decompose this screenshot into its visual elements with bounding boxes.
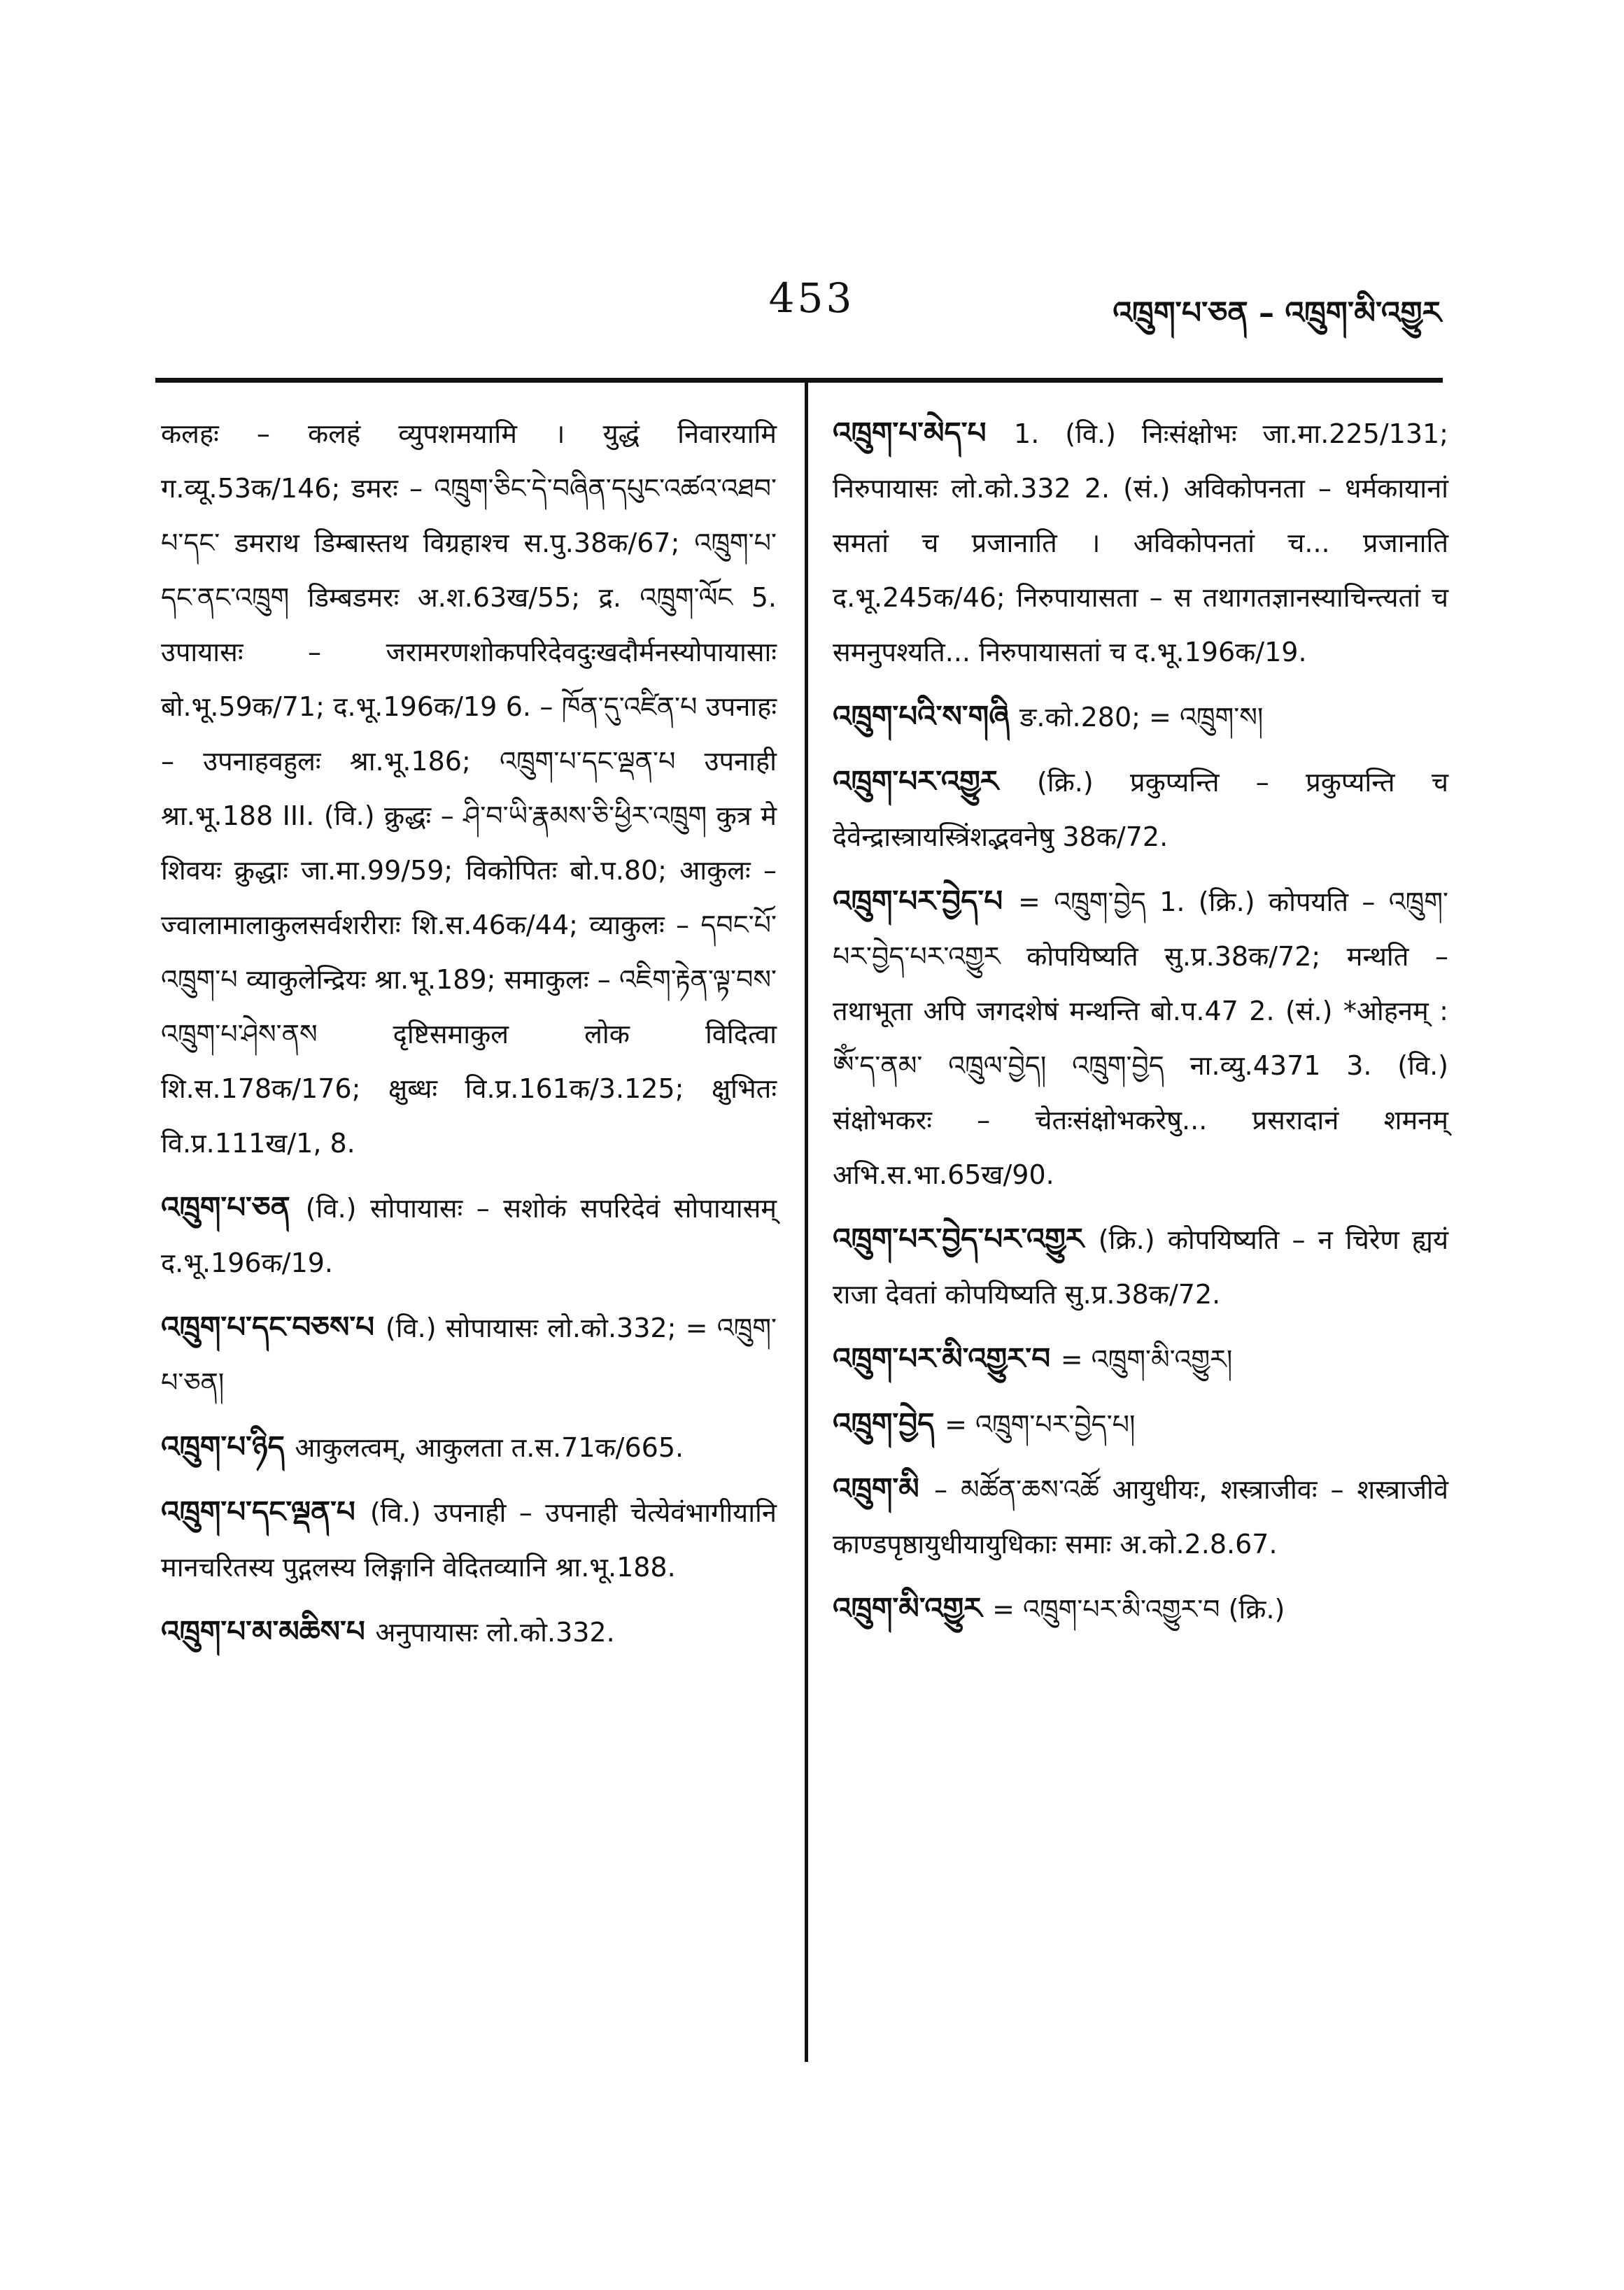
column-divider [805,383,808,2062]
entry-definition: = འཁྲུག་མི་འགྱུར། [1060,1344,1233,1375]
dictionary-entry [833,689,1448,744]
dictionary-entry [833,1212,1448,1322]
entry-definition: = འཁྲུག་པར་བྱེད་པ། [945,1409,1136,1440]
running-head: འཁྲུག་པ་ཅན – འཁྲུག་མི་འགྱུར [1113,295,1441,331]
entry-definition: आकुलत्वम्, आकुलता त.स.71क/665. [295,1432,684,1463]
entry-headword: འཁྲུག་པ་ཉིད [161,1429,295,1464]
dictionary-entry [833,1331,1448,1387]
entry-headword: འཁྲུག་པ་ཅན [161,1190,306,1224]
entry-headword: འཁྲུག་བྱེད [833,1406,945,1441]
entry-headword: འཁྲུག་པ་མ་མཆིས་པ [161,1614,376,1648]
dictionary-entry [161,1420,777,1475]
left-column [161,406,777,1669]
entry-definition: = འཁྲུག་པར་མི་འགྱུར་བ (क्रि.) [992,1594,1285,1625]
page-number: 453 [768,274,855,322]
dictionary-entry [161,1604,777,1660]
entry-definition: ङ.को.280; = འཁྲུག་ས། [1019,702,1264,733]
dictionary-entry [833,754,1448,864]
entry-definition: = འཁྲུག་བྱེད 1. (क्रि.) कोपयति – འཁྲུག་པར་བྱེད་པར་འགྱུར कोपयिष्यति सु.प्र.38क/72; मन्थति – तथाभूता अपि जगदशेषं मन्थन्ति बो.प.47 2. (सं.) *ओहनम् : ཨོཾ་ད་ནམ་ འཁྲུལ་བྱེད། འཁྲུག་བྱེད ना.व्यु.4371 3. (वि.) संक्षोभकरः – चेतःसंक्षोभकरेषु... प्रसरादानं शमनम् अभि.स.भा.65ख/90. [833,886,1448,1190]
entry-definition: (वि.) उपनाही – उपनाही चेत्येवंभागीयानि मानचरितस्य पुद्गलस्य लिङ्गानि वेदितव्यानि श्रा.भू.188. [161,1497,777,1583]
entry-headword: འཁྲུག་པ་མེད་པ [833,416,1015,450]
entry-headword: འཁྲུག་པ་དང་བཅས་པ [161,1310,386,1344]
entry-definition: (वि.) सोपायासः लो.को.332; = འཁྲུག་པ་ཅན། [161,1313,777,1398]
entry-headword: འཁྲུག་པ་དང་ལྡན་པ [161,1494,370,1529]
dictionary-entry [833,1581,1448,1637]
dictionary-entry [833,874,1448,1202]
entry-headword: འཁྲུག་མི་འགྱུར [833,1591,993,1625]
entry-definition: (क्रि.) प्रकुप्यन्ति – प्रकुप्यन्ति च देवेन्द्रास्त्रायस्त्रिंशद्भवनेषु 38क/72. [833,767,1448,852]
entry-definition: अनुपायासः लो.को.332. [375,1617,615,1648]
dictionary-entry [161,1485,777,1595]
dictionary-entry [161,1180,777,1290]
dictionary-entry [833,406,1448,679]
entry-definition: (वि.) सोपायासः – सशोकं सपरिदेवं सोपायासम् द.भू.196क/19. [161,1193,777,1278]
entry-headword: འཁྲུག་པའི་ས་གཞི [833,699,1020,733]
dictionary-entry [833,1397,1448,1452]
entry-headword: འཁྲུག་པར་མི་འགྱུར་བ [833,1341,1061,1376]
entry-headword: འཁྲུག་པར་བྱེད་པ [833,884,1019,918]
right-column [833,406,1448,1646]
entry-definition: – མཚོན་ཆས་འཚོ आयुधीयः, शस्त्राजीवः – शस्त्राजीवे काण्डपृष्ठायुधीयायुधिकाः समाः अ.को.2.8.67. [833,1474,1448,1560]
dictionary-entry [161,1300,777,1410]
entry-definition: 1. (वि.) निःसंक्षोभः जा.मा.225/131; निरुपायासः लो.को.332 2. (सं.) अविकोपनता – धर्मकायानां समतां च प्रजानाति । अविकोपनतां च... प्रजानाति द.भू.245क/46; निरुपायासता – स तथागतज्ञानस्याचिन्त्यतां च समनुपश्यति... निरुपायासतां च द.भू.196क/19. [833,418,1448,667]
entry-definition: कलहः – कलहं व्युपशमयामि । युद्धं निवारयामि ग.व्यू.53क/146; डमरः – འཁྲུག་ཅིང་དེ་བཞིན་དཔུང་འཚའ་འཐབ་པ་དང་ डमराथ डिम्बास्तथ विग्रहाश्च स.पु.38क/67; འཁྲུག་པ་དང་ནང་འཁྲུག डिम्बडमरः अ.श.63ख/55; द्र. འཁྲུག་ལོང 5. उपायासः – जरामरणशोकपरिदेवदुःखदौर्मनस्योपायासाः बो.भू.59क/71; द.भू.196क/19 6. – ཁོན་དུ་འཛིན་པ उपनाहः – उपनाहवहुलः श्रा.भू.186; འཁྲུག་པ་དང་ལྡན་པ उपनाही श्रा.भू.188 III. (वि.) क्रुद्धः – ཤི་བ་ཡི་རྣམས་ཅི་ཕྱིར་འཁྲུག कुत्र मे शिवयः क्रुद्धाः जा.मा.99/59; विकोपितः बो.प.80; आकुलः – ज्वालामालाकुलसर्वशरीराः शि.स.46क/44; व्याकुलः – དབང་པོ་འཁྲུག་པ व्याकुलेन्द्रियः श्रा.भू.189; समाकुलः – འཇིག་རྟེན་ལྟ་བས་འཁྲུག་པ་ཤེས་ནས दृष्टिसमाकुल लोक विदित्वा शि.स.178क/176; क्षुब्धः वि.प्र.161क/3.125; क्षुभितः वि.प्र.111ख/1, 8. [161,418,777,1159]
dictionary-entry [833,1462,1448,1571]
dictionary-entry [161,406,777,1171]
entry-definition: (क्रि.) कोपयिष्यति – न चिरेण ह्ययं राजा देवतां कोपयिष्यति सु.प्र.38क/72. [833,1224,1449,1310]
entry-headword: འཁྲུག་པར་བྱེད་པར་འགྱུར [833,1222,1099,1256]
entry-headword: འཁྲུག་པར་འགྱུར [833,764,1037,798]
entry-headword: འཁྲུག་མི [833,1471,935,1506]
header-rule [155,378,1443,383]
